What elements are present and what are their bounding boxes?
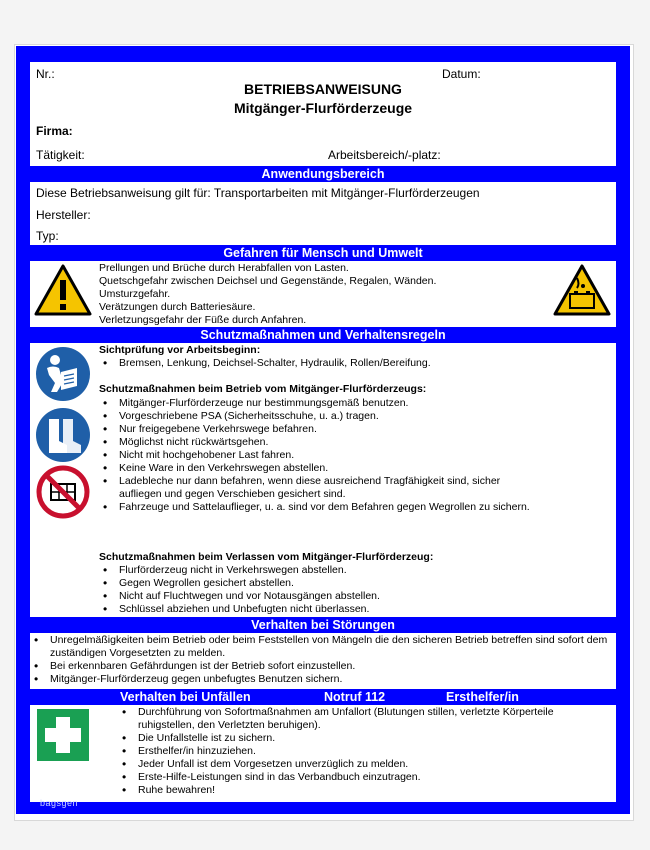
list-item: • Nur freigegebene Verkehrswege befahren. bbox=[99, 423, 539, 436]
list-item: • Mitgänger-Flurförderzeuge nur bestimmungsgemäß benutzen. bbox=[99, 397, 539, 410]
list-item: • Die Unfallstelle ist zu sichern. bbox=[118, 732, 603, 745]
section2-title: Schutzmaßnahmen beim Betrieb vom Mitgänger-Flurförderzeugs: bbox=[99, 383, 427, 395]
datum-label: Datum: bbox=[442, 67, 481, 81]
list-item: • Ladebleche nur dann befahren, wenn diese ausreichend Tragfähigkeit sind, sicher aufliegen und gegen Verschieben gesichert sind. bbox=[99, 475, 539, 501]
list-item: • Nicht auf Fluchtwegen und vor Notausgängen abstellen. bbox=[99, 590, 539, 603]
gefahren-box bbox=[30, 261, 616, 327]
section2-list bbox=[99, 397, 539, 514]
gefahren-line: Umsturzgefahr. bbox=[99, 288, 171, 300]
section3-list bbox=[99, 564, 539, 616]
watermark: bagsgen bbox=[40, 798, 79, 808]
gefahren-line: Verletzungsgefahr der Füße durch Anfahren. bbox=[99, 314, 307, 326]
gefahren-heading: Gefahren für Mensch und Umwelt bbox=[30, 246, 616, 260]
gefahren-list bbox=[99, 262, 436, 327]
list-item: • Fahrzeuge und Sattelauflieger, u. a. sind vor dem Befahren gegen Wegrollen zu sichern. bbox=[99, 501, 539, 514]
list-item: • Mitgänger-Flurförderzeug gegen unbefugtes Benutzen sichern. bbox=[30, 673, 610, 686]
read-manual-icon bbox=[35, 346, 91, 402]
ersthelfer-label: Ersthelfer/in bbox=[446, 690, 519, 704]
arbeitsbereich-label: Arbeitsbereich/-platz: bbox=[328, 148, 441, 162]
list-item: • Schlüssel abziehen und Unbefugten nicht überlassen. bbox=[99, 603, 539, 616]
anwendungsbereich-text: Diese Betriebsanweisung gilt für: Transportarbeiten mit Mitgänger-Flurförderzeugen bbox=[36, 186, 480, 200]
schutz-heading: Schutzmaßnahmen und Verhaltensregeln bbox=[30, 328, 616, 342]
list-item: • Unregelmäßigkeiten beim Betrieb oder beim Feststellen von Mängeln die den sicheren Betrieb betreffen sind sofort dem zuständigen Vorgesetzten zu melden. bbox=[30, 634, 610, 660]
gefahren-line: Quetschgefahr zwischen Deichsel und Gegenstände, Regalen, Wänden. bbox=[99, 275, 437, 287]
list-item: • Gegen Wegrollen gesichert abstellen. bbox=[99, 577, 539, 590]
first-aid-icon bbox=[37, 709, 89, 761]
header-box bbox=[30, 62, 616, 166]
warning-icon bbox=[34, 264, 92, 316]
taetigkeit-label: Tätigkeit: bbox=[36, 148, 85, 162]
unfaelle-heading: Verhalten bei Unfällen bbox=[120, 690, 251, 704]
section1-title: Sichtprüfung vor Arbeitsbeginn: bbox=[99, 344, 261, 356]
unfaelle-list bbox=[118, 706, 603, 797]
gefahren-line: Verätzungen durch Batteriesäure. bbox=[99, 301, 256, 313]
list-item: • Bremsen, Lenkung, Deichsel-Schalter, Hydraulik, Rollen/Bereifung. bbox=[99, 357, 539, 370]
list-item: • Jeder Unfall ist dem Vorgesetzen unverzüglich zu melden. bbox=[118, 758, 603, 771]
anwendungsbereich-box bbox=[30, 182, 616, 245]
safety-boots-icon bbox=[35, 407, 91, 463]
document-body bbox=[30, 62, 616, 802]
list-item: • Bei erkennbaren Gefährdungen ist der Betrieb sofort einzustellen. bbox=[30, 660, 610, 673]
list-item: • Möglichst nicht rückwärtsgehen. bbox=[99, 436, 539, 449]
page-title: BETRIEBSANWEISUNG bbox=[244, 81, 402, 97]
unfaelle-box bbox=[30, 705, 616, 802]
list-item: • Ruhe bewahren! bbox=[118, 784, 603, 797]
list-item: • Ersthelfer/in hinzuziehen. bbox=[118, 745, 603, 758]
list-item: • Nicht mit hochgehobener Last fahren. bbox=[99, 449, 539, 462]
no-storage-icon bbox=[35, 464, 91, 520]
gefahren-line: Prellungen und Brüche durch Herabfallen von Lasten. bbox=[99, 262, 349, 274]
stoerungen-heading: Verhalten bei Störungen bbox=[30, 618, 616, 632]
list-item: • Durchführung von Sofortmaßnahmen am Unfallort (Blutungen stillen, verletzte Körperteile ruhigstellen, den Verletzten beruhigen). bbox=[118, 706, 603, 732]
section3-title: Schutzmaßnahmen beim Verlassen vom Mitgänger-Flurförderzeug: bbox=[99, 551, 434, 563]
notruf-label: Notruf 112 bbox=[324, 690, 386, 704]
hersteller-label: Hersteller: bbox=[36, 208, 91, 222]
typ-label: Typ: bbox=[36, 229, 59, 243]
schutz-box bbox=[30, 343, 616, 617]
list-item: • Keine Ware in den Verkehrswegen abstellen. bbox=[99, 462, 539, 475]
battery-acid-warning-icon bbox=[553, 264, 611, 316]
unfaelle-heading-bar bbox=[30, 690, 616, 704]
section1-list bbox=[99, 357, 539, 370]
stoerungen-list bbox=[30, 634, 610, 686]
list-item: • Vorgeschriebene PSA (Sicherheitsschuhe, u. a.) tragen. bbox=[99, 410, 539, 423]
page-subtitle: Mitgänger-Flurförderzeuge bbox=[233, 100, 413, 116]
list-item: • Flurförderzeug nicht in Verkehrswegen abstellen. bbox=[99, 564, 539, 577]
anwendungsbereich-heading: Anwendungsbereich bbox=[30, 167, 616, 181]
firma-label: Firma: bbox=[36, 124, 73, 138]
list-item: • Erste-Hilfe-Leistungen sind in das Verbandbuch einzutragen. bbox=[118, 771, 603, 784]
stoerungen-box bbox=[30, 633, 616, 689]
nr-label: Nr.: bbox=[36, 67, 55, 81]
